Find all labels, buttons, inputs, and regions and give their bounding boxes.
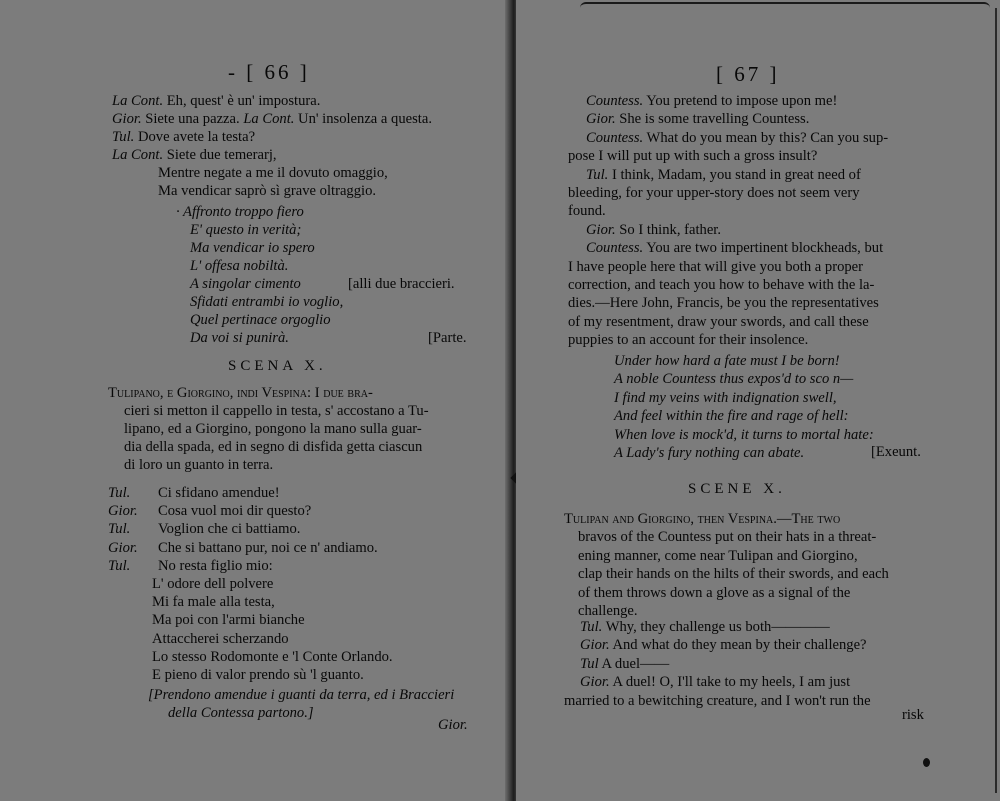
speaker: Tul. [108, 521, 131, 538]
line-text: puppies to an account for their insolence. [568, 332, 809, 349]
speaker: Countess. [586, 93, 644, 109]
text-line [190, 329, 289, 347]
stage-line [578, 528, 876, 546]
line-text: Ma poi con l'armi bianche [152, 612, 305, 629]
line-text: Mentre negate a me il dovuto omaggio, [158, 165, 388, 181]
text-line [586, 129, 888, 147]
speaker: Tul. [108, 557, 131, 574]
line-text: I think, Madam, you stand in great need of [608, 166, 861, 183]
text-line [158, 182, 376, 200]
line-text: Siete due temerarj, [163, 147, 277, 163]
verse-line [614, 352, 840, 370]
verse-text: Under how hard a fate must I be born! [614, 353, 840, 369]
speaker: Gior. [108, 539, 138, 556]
speaker: La Cont. [112, 93, 164, 109]
line-text: Un' insolenza a questa. [294, 111, 432, 127]
text-line [568, 202, 606, 220]
speaker: Gior. [108, 503, 138, 520]
verse-text: Da voi si punirà. [190, 330, 289, 346]
line-text: So I think, father. [615, 221, 721, 238]
line-text: married to a bewitching creature, and I won't run the [564, 692, 871, 709]
text-line [176, 203, 304, 221]
text-line [112, 92, 320, 110]
speaker: Tul [580, 655, 599, 672]
dialogue-line [152, 630, 289, 648]
text-line [190, 293, 343, 311]
stage-line [578, 547, 858, 565]
text-line [112, 146, 277, 164]
exeunt-direction: [Exeunt. [871, 444, 921, 460]
line-text: bleeding, for your upper-story does not seem very [568, 185, 860, 201]
text-line [568, 276, 874, 294]
stage-text: ening manner, come near Tulipan and Giorgino, [578, 547, 858, 564]
speaker: Countess. [586, 240, 644, 257]
dialogue-line [580, 618, 830, 636]
line-text: And what do they mean by their challenge? [609, 637, 867, 654]
line-text: Eh, quest' è un' impostura. [163, 93, 321, 109]
verse-text: Ma vendicar io spero [190, 240, 315, 256]
line-text: Ma vendicar saprò sì grave oltraggio. [158, 183, 377, 199]
line-text: She is some travelling Countess. [615, 111, 810, 128]
dialogue-line [158, 520, 300, 538]
line-text: Cosa vuol moi dir questo? [158, 503, 312, 520]
speaker: Tul. [108, 485, 131, 501]
line-text: E pieno di valor prendo sù 'l guanto. [152, 667, 364, 683]
verse-text: · Affronto troppo fiero [176, 204, 304, 220]
speaker: Tul. [580, 619, 603, 635]
dialogue-line [158, 502, 311, 520]
ink-blot [923, 758, 930, 767]
dialogue-line [564, 692, 871, 710]
text-line [568, 147, 817, 165]
stage-line [124, 402, 429, 420]
speaker: La Cont. [243, 111, 295, 127]
verse-text: Sfidati entrambi io voglio, [190, 294, 344, 310]
dialogue-line [580, 673, 850, 691]
speaker: Tul. [112, 129, 135, 145]
stage-note-text: [alli due braccieri. [348, 276, 455, 292]
line-text: correction, and teach you how to behave with the la- [568, 277, 875, 293]
line-text: of my resentment, draw your swords, and call these [568, 313, 869, 330]
line-text: I have people here that will give you both a proper [568, 258, 864, 275]
stage-line [124, 438, 422, 456]
text-line [586, 221, 721, 239]
line-text: A duel—— [598, 655, 670, 672]
line-text: What do you mean by this? Can you sup- [643, 129, 889, 146]
dialogue-line [152, 593, 275, 611]
line-text: dies.—Here John, Francis, be you the representatives [568, 295, 879, 312]
verse-line [614, 389, 837, 407]
line-text: Lo stesso Rodomonte e 'l Conte Orlando. [152, 648, 393, 665]
right-page [516, 0, 1000, 801]
text-line [586, 92, 837, 110]
line-text: Voglion che ci battiamo. [158, 521, 301, 538]
line-text: Why, they challenge us both———— [602, 619, 830, 635]
verse-text: A Lady's fury nothing can abate. [614, 445, 805, 461]
line-text: found. [568, 203, 606, 220]
dialogue-line [152, 611, 305, 629]
dialogue-line [158, 557, 273, 575]
speaker: Gior. [580, 674, 610, 691]
verse-text: A singolar cimento [190, 276, 301, 292]
verse-text: And feel within the fire and rage of hell: [614, 408, 849, 425]
text-line [568, 313, 869, 331]
stage-note [428, 329, 467, 347]
text-line [568, 294, 879, 312]
exit-text: [Prendono amendue i guanti da terra, ed i Braccieri [148, 687, 455, 703]
text-line [586, 239, 883, 257]
scene-heading: SCENA X. [228, 358, 327, 374]
line-text: L' odore dell polvere [152, 576, 274, 592]
dialogue-line [158, 539, 378, 557]
line-text: You are two impertinent blockheads, but [643, 240, 884, 257]
text-line [190, 257, 288, 275]
speaker: Countess. [586, 129, 644, 146]
verse-line [614, 426, 874, 444]
speaker-label [108, 484, 130, 502]
dialogue-line [152, 575, 273, 593]
stage-text: dia della spada, ed in segno di disfida getta ciascun [124, 439, 423, 455]
stage-text: Tulipano, e Giorgino, indi Vespina: I due bra- [108, 385, 373, 401]
text-line [568, 331, 808, 349]
text-line [112, 128, 255, 146]
exit-line [168, 704, 314, 722]
verse-text: L' offesa nobiltà. [190, 258, 289, 274]
verse-text: A noble Countess thus expos'd to sco n— [614, 371, 854, 388]
line-text: Attaccherei scherzando [152, 630, 289, 647]
exit-line [148, 686, 454, 704]
page-number: - [ 66 ] [228, 60, 310, 84]
stage-note [348, 275, 455, 293]
stage-line [578, 565, 889, 583]
text-line [158, 164, 388, 182]
text-line [190, 275, 301, 293]
verse-line [614, 444, 804, 462]
stage-line [564, 510, 840, 528]
dialogue-line [158, 484, 280, 502]
exit-text: della Contessa partono.] [168, 705, 314, 721]
stage-text: cieri si metton il cappello in testa, s' accostano a Tu- [124, 403, 429, 419]
text-line [190, 221, 301, 239]
text-line [190, 311, 331, 329]
dialogue-line [580, 636, 867, 654]
line-text: A duel! O, I'll take to my heels, I am just [609, 674, 851, 691]
stage-text: of them throws down a glove as a signal of the [578, 584, 851, 601]
speaker: La Cont. [112, 147, 164, 163]
catchword: Gior. [438, 717, 468, 733]
scene-heading: SCENE X. [688, 481, 786, 497]
text-line [586, 166, 861, 184]
verse-text: E' questo in verità; [190, 222, 302, 238]
stage-line [124, 420, 422, 438]
line-text: Siete una pazza. [141, 111, 244, 127]
dialogue-line [152, 648, 393, 666]
stage-text: lipano, ed a Giorgino, pongono la mano sulla guar- [124, 421, 422, 437]
line-text: No resta figlio mio: [158, 557, 273, 574]
page-edge [580, 2, 990, 12]
stage-line [108, 384, 373, 402]
speaker-label [108, 557, 130, 575]
speaker: Gior. [586, 221, 616, 238]
text-line [568, 184, 860, 202]
stage-text: challenge. [578, 603, 638, 619]
speaker-label [108, 520, 130, 538]
text-line [112, 110, 432, 128]
speaker-label [108, 539, 138, 557]
line-text: Che si battano pur, noi ce n' andiamo. [158, 539, 378, 556]
stage-text: clap their hands on the hilts of their swords, and each [578, 566, 889, 583]
dialogue-line [580, 655, 669, 673]
page-number: [ 67 ] [716, 62, 780, 86]
verse-text: I find my veins with indignation swell, [614, 389, 837, 406]
text-line [586, 110, 809, 128]
text-line [190, 239, 315, 257]
catchword: risk [902, 707, 924, 723]
stage-line [578, 584, 850, 602]
verse-text: When love is mock'd, it turns to mortal hate: [614, 426, 874, 443]
speaker-label [108, 502, 138, 520]
verse-text: Quel pertinace orgoglio [190, 312, 331, 328]
speaker: Gior. [580, 637, 610, 654]
speaker: Tul. [586, 166, 609, 183]
stage-note-text: [Parte. [428, 330, 467, 346]
verse-line [614, 370, 853, 388]
line-text: Mi fa male alla testa, [152, 594, 275, 611]
speaker: Gior. [586, 111, 616, 128]
text-line [568, 258, 863, 276]
line-text: Ci sfidano amendue! [158, 485, 280, 501]
page-edge [990, 8, 997, 793]
verse-line [614, 407, 849, 425]
speaker: Gior. [112, 111, 142, 127]
dialogue-line [152, 666, 364, 684]
stage-text: Tulipan and Giorgino, then Vespina.—The two [564, 511, 841, 527]
line-text: Dove avete la testa? [134, 129, 256, 145]
line-text: You pretend to impose upon me! [643, 93, 838, 109]
stage-line [124, 456, 273, 474]
line-text: pose I will put up with such a gross insult? [568, 148, 818, 165]
stage-text: di loro un guanto in terra. [124, 457, 274, 473]
stage-text: bravos of the Countess put on their hats in a threat- [578, 529, 877, 546]
